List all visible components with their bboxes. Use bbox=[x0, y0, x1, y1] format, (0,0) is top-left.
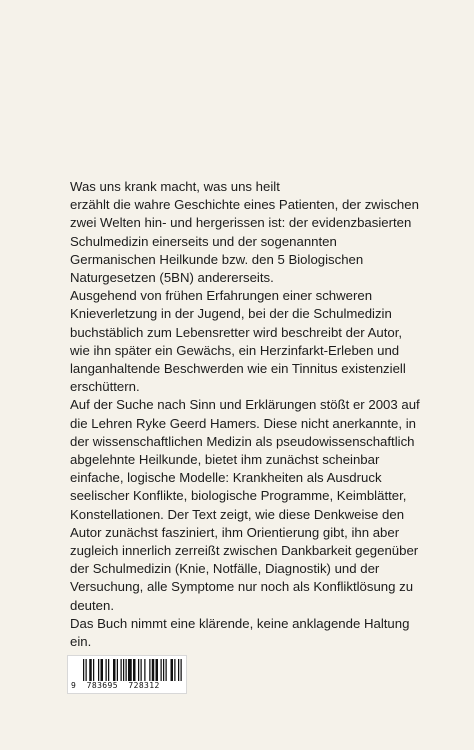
barcode-bar bbox=[133, 659, 136, 681]
barcode-bar bbox=[83, 659, 84, 681]
barcode-bar bbox=[149, 659, 150, 681]
blurb-paragraph-conclusion: Das Buch nimmt eine klärende, keine anklagende Haltung ein. bbox=[70, 615, 410, 650]
barcode-bar bbox=[101, 659, 104, 681]
barcode-bar bbox=[156, 659, 159, 681]
barcode-bar bbox=[178, 659, 179, 681]
blurb-paragraph-hamer: Auf der Suche nach Sinn und Erklärungen stößt er 2003 auf die Lehren Ryke Geerd Hamers. Diese nicht anerkannte, in der wissenschaftlichen Medizin als pseudowissenschaftlich abgelehnte Heilkunde, bietet ihm zunächst scheinbar einfache, logische Modelle: Krankheiten als Ausdruck seelischer Konflikte, biologische Programme, Keimblätter, Konstellationen. Der Text zeigt, wie diese Denkweise den Autor zunächst fasziniert, ihm Orientierung gibt, ihn aber zugleich innerlich zerreißt zwischen Dankbarkeit gegenüber der Schulmedizin (Knie, Notfälle, Diagnostik) und der Versuchung, alle Symptome nur noch als Konfliktlösung zu deuten. bbox=[70, 397, 420, 613]
barcode-bar bbox=[166, 659, 167, 681]
barcode-bar bbox=[152, 659, 155, 681]
barcode-bar bbox=[113, 659, 116, 681]
barcode-bar bbox=[126, 659, 127, 681]
blurb-paragraph-intro: Was uns krank macht, was uns heilt erzählt die wahre Geschichte eines Patienten, der zwischen zwei Welten hin- und hergerissen ist: der evidenzbasierten Schulmedizin einerseits und der sogenannten Germanischen Heilkunde bzw. den 5 Biologischen Naturgesetzen (5BN) andererseits. bbox=[70, 179, 419, 286]
barcode-bar bbox=[171, 659, 174, 681]
barcode-bars bbox=[83, 659, 183, 681]
barcode-bar bbox=[123, 659, 124, 681]
barcode-bar bbox=[138, 659, 139, 681]
barcode-bar bbox=[86, 659, 87, 681]
barcode-digits: 9 783695 728312 bbox=[71, 681, 160, 690]
barcode-bar bbox=[106, 659, 107, 681]
barcode-bar bbox=[161, 659, 162, 681]
barcode-bar bbox=[89, 659, 92, 681]
barcode-bar bbox=[93, 659, 94, 681]
blurb-paragraph-background: Ausgehend von frühen Erfahrungen einer schweren Knieverletzung in der Jugend, bei der die Schulmedizin buchstäblich zum Lebensretter wird beschreibt der Autor, wie ihn später ein Gewächs, ein Herzinfarkt-Erleben und langanhaltende Beschwerden wie ein Tinnitus existenziell erschüttern. bbox=[70, 288, 406, 395]
isbn-barcode bbox=[67, 655, 187, 694]
barcode-bar bbox=[98, 659, 99, 681]
barcode-bar bbox=[141, 659, 142, 681]
barcode-bar bbox=[181, 659, 182, 681]
barcode-bar bbox=[174, 659, 175, 681]
barcode-bar bbox=[121, 659, 122, 681]
barcode-bar bbox=[144, 659, 145, 681]
blurb-text bbox=[70, 178, 422, 651]
barcode-bar bbox=[128, 659, 132, 681]
barcode-bar bbox=[163, 659, 164, 681]
barcode-bar bbox=[108, 659, 109, 681]
barcode-bar bbox=[117, 659, 118, 681]
